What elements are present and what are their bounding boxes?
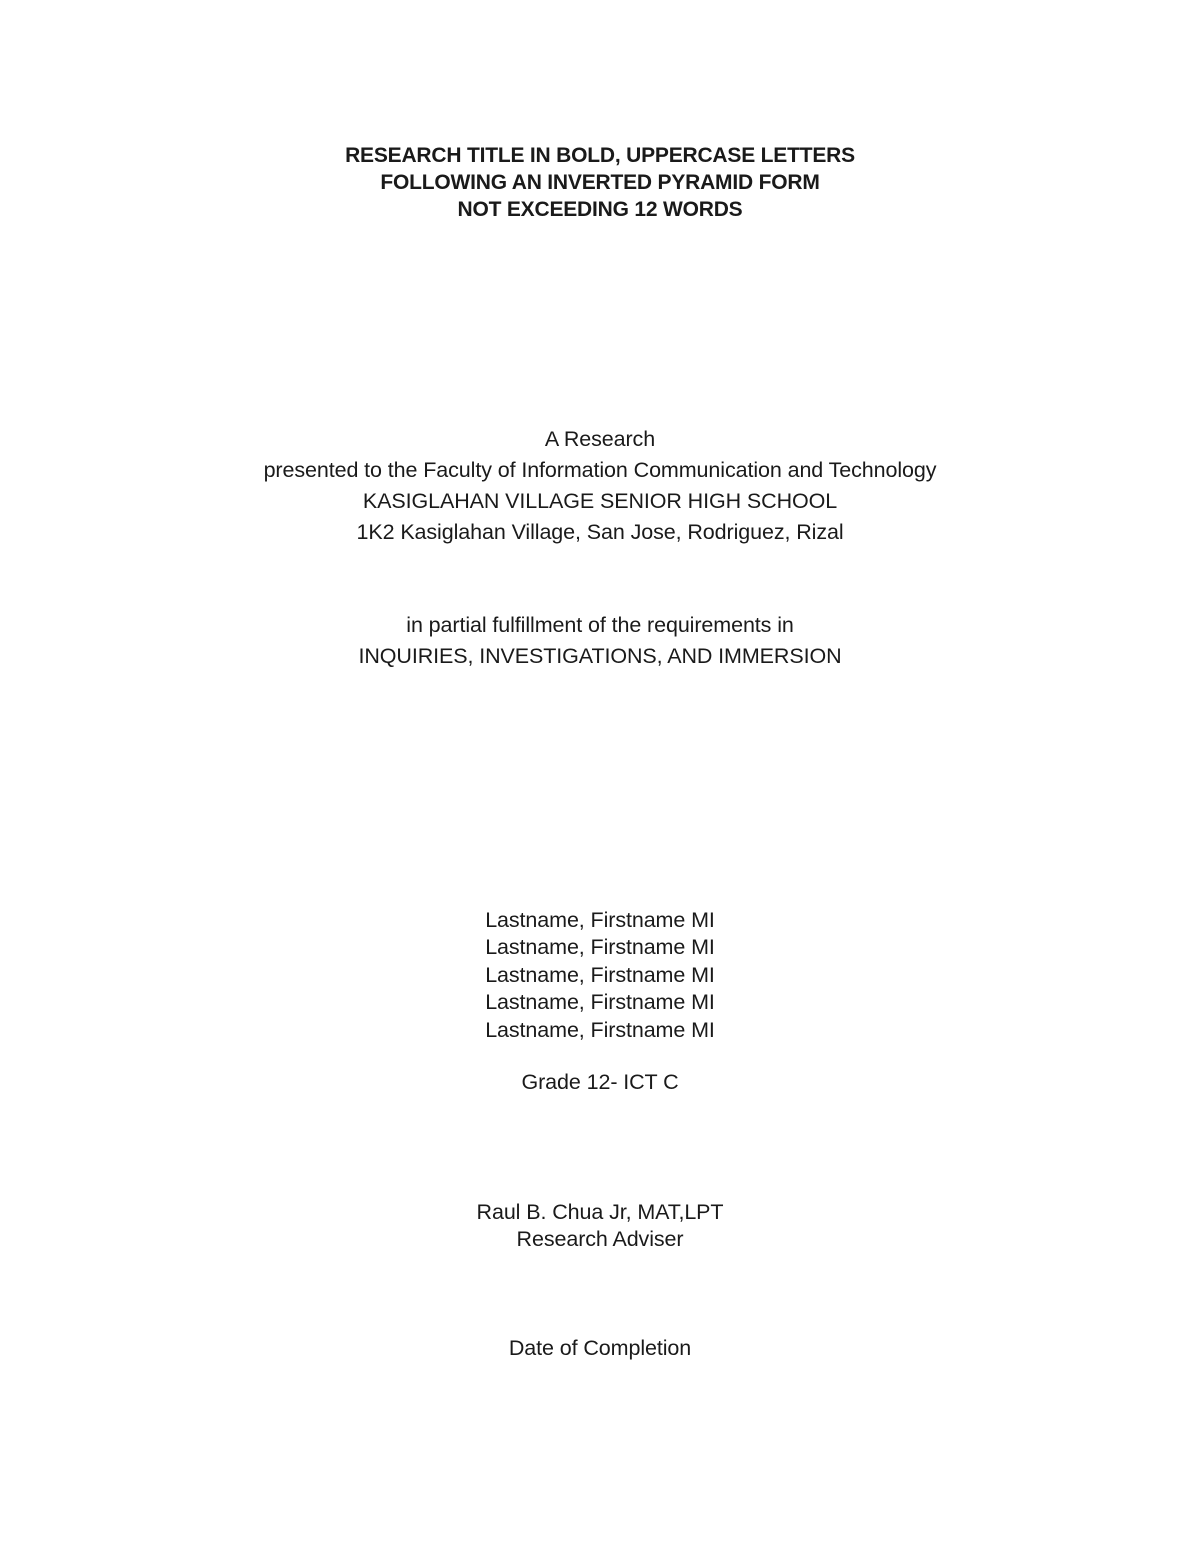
researchers-list [0,907,1200,1044]
school-name: KASIGLAHAN VILLAGE SENIOR HIGH SCHOOL [362,489,838,513]
presentation-block [0,424,1200,548]
researcher-name: Lastname, Firstname MI [485,962,715,987]
adviser-block [0,1199,1200,1253]
school-address: 1K2 Kasiglahan Village, San Jose, Rodriguez, Rizal [356,520,844,544]
completion-date [0,1333,1200,1364]
research-title-line: FOLLOWING AN INVERTED PYRAMID FORM [380,171,820,194]
fulfillment-statement: in partial fulfillment of the requirements in [406,613,794,637]
research-title-line: NOT EXCEEDING 12 WORDS [457,198,743,221]
researcher-name: Lastname, Firstname MI [485,990,715,1015]
researcher-name: Lastname, Firstname MI [485,908,715,932]
grade-section-label: Grade 12- ICT C [521,1070,679,1094]
document-type: A Research [544,427,656,451]
researcher-name: Lastname, Firstname MI [485,935,715,960]
adviser-role: Research Adviser [516,1227,684,1251]
researcher-name: Lastname, Firstname MI [485,1017,715,1042]
adviser-name: Raul B. Chua Jr, MAT,LPT [476,1200,724,1224]
grade-section [0,1067,1200,1098]
research-title-line: RESEARCH TITLE IN BOLD, UPPERCASE LETTERS [345,144,855,167]
subject-name: INQUIRIES, INVESTIGATIONS, AND IMMERSION [358,644,842,668]
date-of-completion-label: Date of Completion [508,1336,692,1360]
faculty-line: presented to the Faculty of Information Communication and Technology [263,458,937,482]
fulfillment-block [0,610,1200,672]
research-title [0,142,1200,223]
